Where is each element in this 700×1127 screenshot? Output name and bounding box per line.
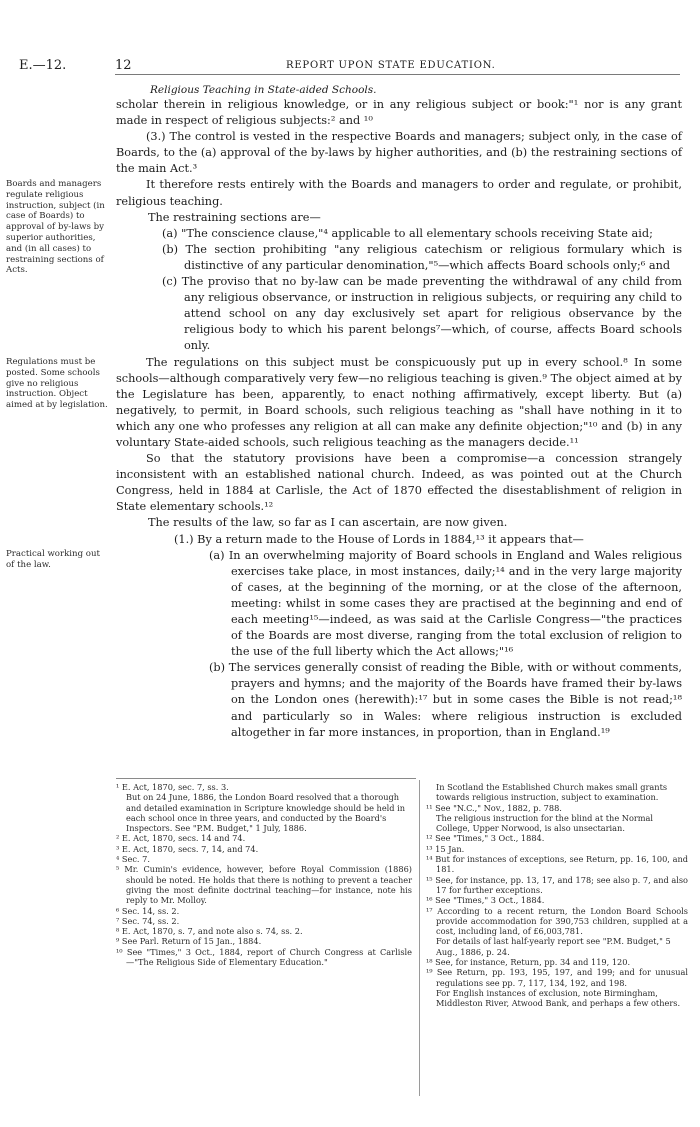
margin-note-boards: Boards and managers regulate religious instruction, subject (in case of Boards) to approval of by-laws by superior authorities, and (in all cases) to restraining sections of Acts. [6, 179, 105, 276]
page-title: REPORT UPON STATE EDUCATION. [286, 60, 496, 71]
paragraph: So that the statutory provisions have been a compromise—a concession strangely inconsistent with an established national church. Indeed, as was pointed out at the Church Congress, held in 1884 at Carlisle, the Act of 1870 effected the disestablishment of religion in State elementary schools.¹² [116, 452, 682, 514]
footnote: ¹⁶ See "Times," 3 Oct., 1884. [426, 895, 545, 906]
footnote: ⁵ Mr. Cumin's evidence, however, before Royal Commission (1886) should be noted. He holds that there is nothing to prevent a teacher giving the most definite doctrinal teaching—for instance, note his reply to Mr. Molloy. [116, 864, 412, 906]
footnote: ⁷ Sec. 74, ss. 2. [116, 915, 180, 926]
footnote-rule [116, 778, 416, 779]
margin-note-regulations: Regulations must be posted. Some schools give no religious instruction. Object aimed at by legislation. [6, 357, 108, 411]
footnote: ⁸ E. Act, 1870, s. 7, and note also s. 74, ss. 2. [116, 926, 303, 937]
list-item: (b) The services generally consist of reading the Bible, with or without comments, prayers and hymns; and the majority of the Boards have framed their by-laws on the London ones (herewith):¹⁷ but in some cases the Bible is not read;¹⁸ and particularly so in Wales: where religious instruction is excluded altogether in far more instances, in proportion, than in England.¹⁹ [209, 661, 682, 739]
footnote: The religious instruction for the blind at the Normal College, Upper Norwood, is also unsectarian. [436, 812, 654, 834]
footnote: ¹⁵ See, for instance, pp. 13, 17, and 178; see also p. 7, and also 17 for further exceptions. [426, 874, 688, 895]
paragraph: The regulations on this subject must be conspicuously put up in every school.⁸ In some schools—although comparatively very few—no religious teaching is given.⁹ The object aimed at by the Legislature has been, apparently, to enact nothing affirmatively, except liberty. But (a) negatively, to permit, in Board schools, such religious teaching as "shall have nothing in it to which any one who professes any religion at all can make any definite objection;"¹⁰ and (b) in any voluntary State-aided schools, such religious teaching as the managers decide.¹¹ [116, 355, 682, 449]
footnote: But on 24 June, 1886, the London Board resolved that a thorough and detailed examination in Scripture knowledge should be held in each school once in three years, and conducted by the Board's Inspectors. See "P.M. Budget," 1 July, 1886. [126, 792, 406, 834]
footnote: ⁶ Sec. 14, ss. 2. [116, 905, 180, 916]
footnote: ⁹ See Parl. Return of 15 Jan., 1884. [116, 936, 262, 947]
footnote: ³ E. Act, 1870, secs. 7, 14, and 74. [116, 843, 259, 854]
footnote: ¹² See "Times," 3 Oct., 1884. [426, 833, 545, 844]
paragraph: It therefore rests entirely with the Boards and managers to order and regulate, or prohibit, religious teaching. [116, 178, 682, 208]
running-head: Religious Teaching in State-aided Schools. [150, 84, 377, 96]
list-item: (c) The proviso that no by-law can be made preventing the withdrawal of any child from any religious observance, or instruction in religious subjects, or requiring any child to attend school on any day exclusively set apart for religious observance by the religious body to which his parent belongs⁷—which, of course, affects Board schools only. [162, 275, 682, 353]
paragraph: The restraining sections are— [148, 210, 321, 224]
footnote: ⁴ Sec. 7. [116, 854, 150, 865]
header-rule [115, 74, 680, 75]
paragraph: (3.) The control is vested in the respective Boards and managers; subject only, in the case of Boards, to the (a) approval of the by-laws by higher authorities, and (b) the restraining sections of the main Act.³ [116, 130, 682, 176]
footnote: ¹⁹ See Return, pp. 193, 195, 197, and 199; and for unusual regulations see pp. 7, 117, 134, 192, and 198. [426, 967, 688, 988]
footnote-column-divider [419, 780, 420, 1096]
footnote: ¹⁰ See "Times," 3 Oct., 1884, report of Church Congress at Carlisle—"The Religious Side of Elementary Education." [116, 946, 412, 968]
document-code: E.—12. [19, 58, 67, 73]
list-item: (a) "The conscience clause,"⁴ applicable to all elementary schools receiving State aid; [162, 226, 653, 240]
paragraph: scholar therein in religious knowledge, or in any religious subject or book:"¹ nor is any grant made in respect of religious subjects:² and ¹⁰ [116, 98, 682, 128]
footnote: ¹⁷ According to a recent return, the London Board Schools provide accommodation for 390,753 children, supplied at a cost, including land, of £6,003,781. [426, 905, 688, 937]
list-item: (b) The section prohibiting "any religious catechism or religious formulary which is distinctive of any particular denomination,"⁵—which affects Board schools only;⁶ and [162, 242, 682, 272]
footnote: ¹³ 15 Jan. [426, 843, 465, 854]
footnote: ¹⁴ But for instances of exceptions, see Return, pp. 16, 100, and 181. [426, 854, 688, 875]
page-number: 12 [115, 58, 132, 73]
footnote: ² E. Act, 1870, secs. 14 and 74. [116, 833, 246, 844]
footnotes-left [116, 782, 412, 967]
paragraph: The results of the law, so far as I can ascertain, are now given. [148, 516, 508, 530]
list-item: (a) In an overwhelming majority of Board schools in England and Wales religious exercises take place, in most instances, daily;¹⁴ and in the very large majority of cases, at the beginning of the morning, or at the close of the afternoon, meeting: whilst in some cases they are practised at the beginning and end of each meeting¹⁵—indeed, as was said at the Carlisle Congress—"the practices of the Boards are most diverse, ranging from the total exclusion of religion to the use of the full liberty which the Act allows;"¹⁶ [209, 548, 682, 659]
footnotes-right [426, 782, 688, 1009]
margin-note-practical: Practical working out of the law. [6, 549, 100, 570]
list-item: (1.) By a return made to the House of Lords in 1884,¹³ it appears that— [174, 532, 584, 546]
footnote: For English instances of exclusion, note Birmingham, Middleston River, Atwood Bank, and perhaps a few others. [436, 987, 681, 1009]
main-text [116, 97, 682, 741]
footnote: ¹⁸ See, for instance, Return, pp. 34 and 119, 120. [426, 957, 631, 968]
footnote: In Scotland the Established Church makes small grants towards religious instruction, subject to examination. [436, 782, 668, 803]
footnote: ¹¹ See "N.C.," Nov., 1882, p. 788. [426, 802, 562, 813]
footnote: ¹ E. Act, 1870, sec. 7, ss. 3. [116, 782, 229, 792]
footnote: For details of last half-yearly report see "P.M. Budget," 5 Aug., 1886, p. 24. [436, 936, 671, 957]
